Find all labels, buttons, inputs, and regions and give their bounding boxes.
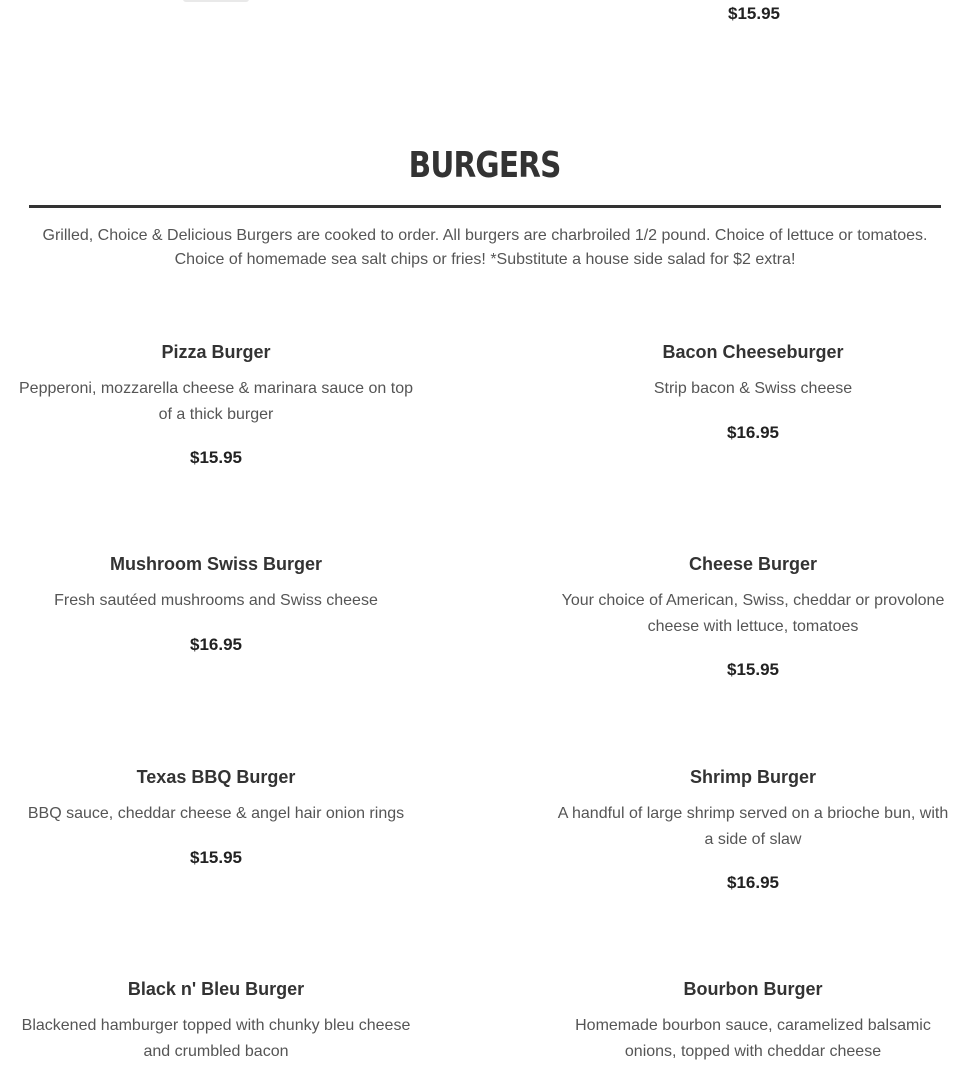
- menu-item-price: $15.95: [728, 4, 780, 23]
- menu-item-price: $15.95: [190, 847, 242, 867]
- menu-item-description: Fresh sautéed mushrooms and Swiss cheese: [54, 592, 378, 609]
- menu-item-description: BBQ sauce, cheddar cheese & angel hair onion rings: [27, 805, 405, 822]
- menu-item-description: Your choice of American, Swiss, cheddar or provolone cheese with lettuce, tomatoes: [561, 592, 945, 635]
- menu-item-name: Mushroom Swiss Burger: [109, 554, 323, 574]
- menu-item-name: Bourbon Burger: [683, 979, 823, 999]
- menu-item-price: $16.95: [190, 634, 242, 654]
- menu-item-description: Strip bacon & Swiss cheese: [653, 380, 853, 397]
- menu-item-name: Texas BBQ Burger: [136, 767, 296, 787]
- menu-item-price: $16.95: [727, 873, 779, 892]
- menu-item-texas-bbq-burger: [16, 765, 416, 869]
- menu-item-cheese-burger: [553, 552, 953, 681]
- menu-item-description: A handful of large shrimp served on a brioche bun, with a side of slaw: [557, 805, 949, 848]
- menu-item-price: $15.95: [190, 448, 242, 467]
- section-divider: [29, 205, 941, 208]
- menu-item-price: $15.95: [727, 660, 779, 679]
- menu-item-name: Pizza Burger: [161, 342, 271, 362]
- menu-item-shrimp-burger: [553, 765, 953, 894]
- cropped-content-fragment: [183, 0, 249, 2]
- menu-item-description: Blackened hamburger topped with chunky bleu cheese and crumbled bacon: [21, 1017, 411, 1060]
- menu-item-price: $16.95: [727, 422, 779, 442]
- menu-item-description: Pepperoni, mozzarella cheese & marinara sauce on top of a thick burger: [19, 380, 413, 423]
- menu-item-name: Shrimp Burger: [689, 767, 817, 787]
- menu-item-bacon-cheeseburger: [553, 340, 953, 444]
- section-intro-text: Grilled, Choice & Delicious Burgers are cooked to order. All burgers are charbroiled 1/2 pound. Choice of lettuce or tomatoes. Choice of homemade sea salt chips or fries! *Substitute a house side salad for $2 extra!: [42, 227, 928, 268]
- menu-item-black-n-bleu-burger: [16, 977, 416, 1064]
- menu-item-bourbon-burger: [553, 977, 953, 1064]
- menu-item-name: Cheese Burger: [688, 554, 818, 574]
- menu-item-pizza-burger: [16, 340, 416, 469]
- menu-item-description: Homemade bourbon sauce, caramelized balsamic onions, topped with cheddar cheese: [575, 1017, 931, 1060]
- section-title: BURGERS: [409, 145, 561, 186]
- menu-item-name: Bacon Cheeseburger: [662, 342, 844, 362]
- previous-section-fragment: [0, 0, 970, 40]
- section-header: [29, 140, 941, 192]
- menu-item-name: Black n' Bleu Burger: [127, 979, 305, 999]
- menu-item-mushroom-swiss-burger: [16, 552, 416, 656]
